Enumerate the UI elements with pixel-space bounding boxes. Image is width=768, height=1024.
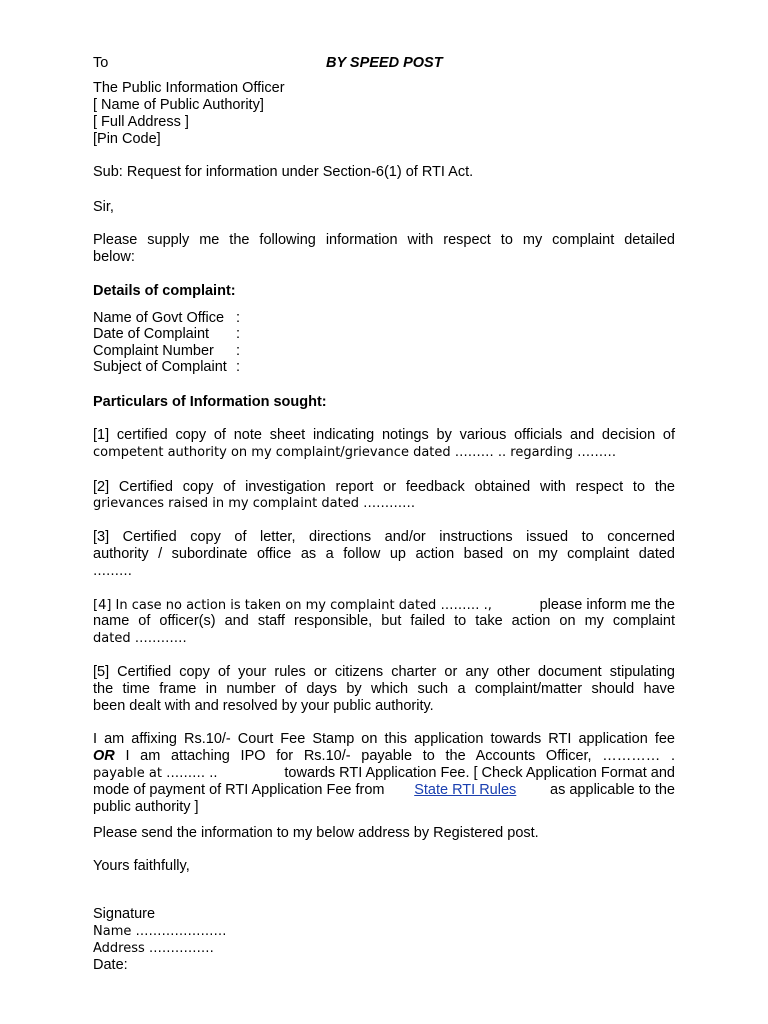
fee-line-1: I am affixing Rs.10/- Court Fee Stamp on this application towards RTI application fee — [93, 731, 675, 747]
item-4-text-a: [4] In case no action is taken on my complaint dated ……… ., — [93, 598, 492, 613]
fee-line-4-text-b: as applicable to the — [546, 782, 675, 798]
item-1-text: competent authority on my complaint/grievance dated ……… .. regarding ……… — [93, 445, 617, 460]
field-separator: : — [236, 343, 241, 359]
fee-line-5: public authority ] — [93, 799, 199, 815]
item-5-line-3: been dealt with and resolved by your public authority. — [93, 698, 434, 714]
subject-line: Sub: Request for information under Section-6(1) of RTI Act. — [93, 164, 474, 180]
item-5-line-1: [5] Certified copy of your rules or citizens charter or any other document stipulating — [93, 664, 675, 680]
item-2-text: grievances raised in my complaint dated ………… — [93, 496, 416, 511]
item-4-line-3 — [93, 630, 187, 647]
closing-yours: Yours faithfully, — [93, 858, 190, 874]
field-label: Date of Complaint — [93, 326, 210, 342]
fee-line-3-text: towards RTI Application Fee. [ Check Application Format and — [284, 765, 675, 781]
fee-or: OR — [93, 748, 115, 764]
item-2-line-1: [2] Certified copy of investigation report or feedback obtained with respect to the — [93, 479, 675, 495]
name-line — [93, 923, 227, 940]
field-complaint-number — [93, 343, 240, 360]
item-4-text-b: please inform me the — [539, 597, 675, 613]
item-3-line-1: [3] Certified copy of letter, directions and/or instructions issued to concerned — [93, 529, 675, 545]
signature-label: Signature — [93, 906, 156, 922]
fee-line-3 — [93, 765, 675, 782]
complaint-heading: Details of complaint: — [93, 283, 236, 299]
fee-line-4-text-a: mode of payment of RTI Application Fee from — [93, 782, 385, 798]
particulars-heading: Particulars of Information sought: — [93, 394, 327, 410]
fee-line-2-text: I am attaching IPO for Rs.10/- payable to the Accounts Officer, ………… . — [114, 748, 675, 764]
field-label: Complaint Number — [93, 343, 214, 359]
fee-payable-at: payable at ……… .. — [93, 766, 218, 781]
field-date-of-complaint — [93, 326, 240, 343]
intro-line-1: Please supply me the following information with respect to my complaint detailed — [93, 232, 675, 248]
state-rti-rules-link[interactable]: State RTI Rules — [414, 782, 517, 798]
recipient-authority: [ Name of Public Authority] — [93, 97, 264, 113]
salutation: Sir, — [93, 199, 114, 215]
item-1-line-1: [1] certified copy of note sheet indicating notings by various officials and decision of — [93, 427, 675, 443]
address-text: Address …………… — [93, 941, 214, 956]
field-label: Subject of Complaint — [93, 359, 227, 375]
item-4-dots: dated ………… — [93, 631, 187, 646]
fee-line-2 — [93, 748, 675, 765]
item-4-line-1 — [93, 597, 675, 614]
field-label: Name of Govt Office — [93, 310, 225, 326]
field-govt-office — [93, 310, 240, 327]
name-text: Name ………………… — [93, 924, 227, 939]
closing-request: Please send the information to my below address by Registered post. — [93, 825, 539, 841]
item-3-line-3 — [93, 563, 132, 580]
fee-line-4 — [93, 782, 675, 799]
intro-line-2: below: — [93, 249, 135, 265]
speed-post-label: BY SPEED POST — [326, 55, 443, 71]
field-separator: : — [236, 359, 241, 375]
recipient-pincode: [Pin Code] — [93, 131, 161, 147]
address-line — [93, 940, 214, 957]
item-5-line-2: the time frame in number of days by which such a complaint/matter should have — [93, 681, 675, 697]
recipient-address: [ Full Address ] — [93, 114, 189, 130]
item-3-dots: ……… — [93, 564, 132, 579]
item-1-line-2 — [93, 444, 616, 461]
date-label: Date: — [93, 957, 128, 973]
item-2-line-2 — [93, 495, 415, 512]
to-label: To — [93, 55, 109, 71]
field-separator: : — [236, 326, 241, 342]
recipient-title: The Public Information Officer — [93, 80, 285, 96]
item-3-line-2: authority / subordinate office as a follow up action based on my complaint dated — [93, 546, 675, 562]
field-separator: : — [236, 310, 241, 326]
item-4-line-2: name of officer(s) and staff responsible, but failed to take action on my complaint — [93, 613, 675, 629]
field-subject-of-complaint — [93, 359, 240, 376]
